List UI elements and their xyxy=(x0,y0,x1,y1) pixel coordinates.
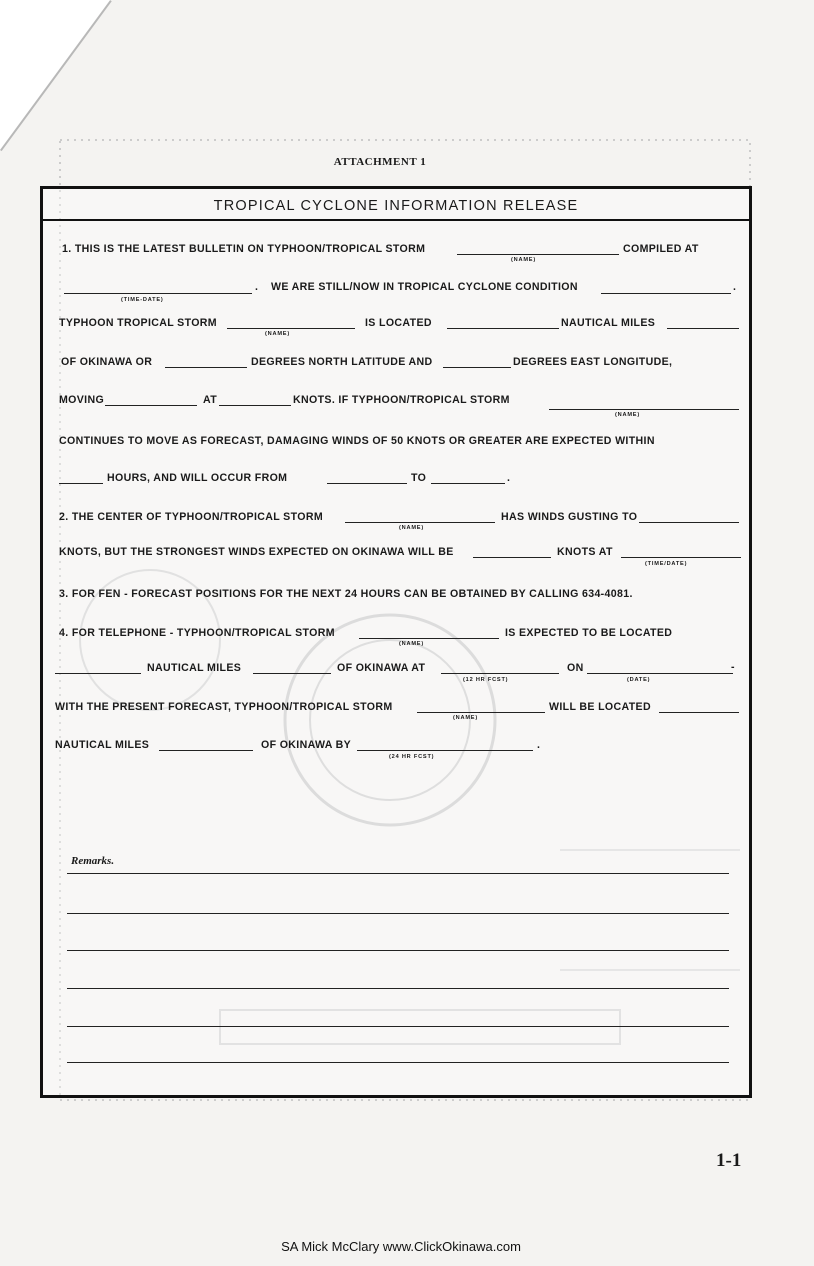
p2-line2-end: KNOTS AT xyxy=(557,546,613,558)
p4-line2-text: NAUTICAL MILES xyxy=(147,662,242,674)
p1-line5-end: KNOTS. IF TYPHOON/TROPICAL STORM xyxy=(293,394,510,406)
p1-line6-text: CONTINUES TO MOVE AS FORECAST, DAMAGING WINDS OF 50 KNOTS OR GREATER ARE EXPECTED WITHIN xyxy=(59,435,655,447)
p4-line2-mid: OF OKINAWA AT xyxy=(337,662,426,674)
strongest-winds-blank[interactable] xyxy=(473,557,551,558)
telephone-miles-blank[interactable] xyxy=(55,673,141,674)
p1-line5-text: MOVING xyxy=(59,394,105,406)
p4-line2-end: ON xyxy=(567,662,584,674)
fcst-24hr-blank[interactable] xyxy=(357,750,533,751)
form-title: TROPICAL CYCLONE INFORMATION RELEASE xyxy=(43,189,749,221)
longitude-blank[interactable] xyxy=(443,367,511,368)
name-caption: (NAME) xyxy=(615,412,640,418)
p2-line1-text: 2. THE CENTER OF TYPHOON/TROPICAL STORM xyxy=(59,511,323,523)
telephone-direction-blank[interactable] xyxy=(253,673,331,674)
attachment-label: ATTACHMENT 1 xyxy=(333,156,427,168)
p1-line1-text: 1. THIS IS THE LATEST BULLETIN ON TYPHOON/TROPICAL STORM xyxy=(62,243,426,255)
fcst-12hr-caption: (12 HR FCST) xyxy=(463,677,509,683)
p4-line3-end: WILL BE LOCATED xyxy=(549,701,651,713)
name-caption: (NAME) xyxy=(511,257,536,263)
name-caption: (NAME) xyxy=(453,715,478,721)
speed-blank[interactable] xyxy=(219,405,291,406)
p1-line2-text: WE ARE STILL/NOW IN TROPICAL CYCLONE CONDITION xyxy=(271,281,578,293)
time-date-caption: (TIME-DATE) xyxy=(121,297,164,303)
p4-line4-text: NAUTICAL MILES xyxy=(55,739,150,751)
latitude-blank[interactable] xyxy=(165,367,247,368)
form-frame: TROPICAL CYCLONE INFORMATION RELEASE 1. THIS IS THE LATEST BULLETIN ON TYPHOON/TROPICAL STORM (NAME) COMPILED AT (TIME-DATE) . WE ARE STILL/NOW IN TROPICAL CYCLONE CONDITION . TYPHOON TROPICAL STORM (NAME) IS LOCATED NAUTICAL MILES OF OKINAWA OR DEGREES NORTH LATITUDE AND DEGREES EAST LONGITUDE, MOVING AT KNOTS. IF TYPHOON/TROPICAL STORM (NAME) CONTINUES TO MOVE AS FORECAST, DAMAGING WINDS OF 50 KNOTS OR GREATER ARE EXPECTED WITHIN HOURS, AND WILL OCCUR FROM TO . 2. THE CENTER OF TYPHOON/TROPICAL STORM (NAME) HAS WINDS GUSTING TO KNOTS, BUT THE STRONGEST WINDS EXPECTED ON OKINAWA WILL BE KNOTS AT (TIME/DATE) 3. FOR FEN - FORECAST POSITIONS FOR THE NEXT 24 HOURS CAN BE OBTAINED BY CALLING 634-4081. 4. FOR TELEPHONE - TYPHOON/TROPICAL STORM (NAME) IS EXPECTED TO BE LOCATED NAUTICAL MILES OF OKINAWA AT (12 HR FCST) ON (DATE) - WITH THE PRESENT FORECAST, TYPHOON/TROPICAL STORM (NAME) WILL BE LOCATED NAUTICAL MILES OF OKINAWA BY (24 HR FCST) . Remarks. xyxy=(40,186,752,1098)
date-caption: (DATE) xyxy=(627,677,651,683)
remarks-line-1[interactable] xyxy=(67,873,729,874)
p1-line3-mid: IS LOCATED xyxy=(365,317,432,329)
storm-name-blank-3[interactable] xyxy=(549,409,739,410)
name-caption: (NAME) xyxy=(399,641,424,647)
direction-blank[interactable] xyxy=(447,328,559,329)
storm-name-blank-5[interactable] xyxy=(359,638,499,639)
p2-line1-end: HAS WINDS GUSTING TO xyxy=(501,511,638,523)
p1-line4-text: OF OKINAWA OR xyxy=(61,356,153,368)
remarks-label: Remarks. xyxy=(71,855,115,867)
nautical-miles-blank[interactable] xyxy=(667,328,739,329)
photo-credit: SA Mick McClary www.ClickOkinawa.com xyxy=(281,1239,521,1254)
name-caption: (NAME) xyxy=(265,331,290,337)
name-caption: (NAME) xyxy=(399,525,424,531)
p1-line4-mid: DEGREES NORTH LATITUDE AND xyxy=(251,356,433,368)
fcst-24hr-caption: (24 HR FCST) xyxy=(389,754,435,760)
gust-speed-blank[interactable] xyxy=(639,522,739,523)
p1-line4-end: DEGREES EAST LONGITUDE, xyxy=(513,356,673,368)
p1-line1-end: COMPILED AT xyxy=(623,243,699,255)
hours-blank[interactable] xyxy=(59,483,103,484)
fcst-12hr-blank[interactable] xyxy=(441,673,559,674)
p1-line5-mid: AT xyxy=(203,394,218,406)
winds-time-blank[interactable] xyxy=(621,557,741,558)
from-time-blank[interactable] xyxy=(327,483,407,484)
storm-name-blank-4[interactable] xyxy=(345,522,495,523)
remarks-line-6[interactable] xyxy=(67,1062,729,1063)
page-number: 1-1 xyxy=(716,1150,742,1171)
moving-direction-blank[interactable] xyxy=(105,405,197,406)
p2-line2-text: KNOTS, BUT THE STRONGEST WINDS EXPECTED ON OKINAWA WILL BE xyxy=(59,546,454,558)
p1-line7-mid: TO xyxy=(411,472,427,484)
compiled-time-blank[interactable] xyxy=(64,293,252,294)
p4-line1-text: 4. FOR TELEPHONE - TYPHOON/TROPICAL STORM xyxy=(59,627,335,639)
p4-line1-end: IS EXPECTED TO BE LOCATED xyxy=(505,627,673,639)
located-miles-blank[interactable] xyxy=(159,750,253,751)
p1-line7-end: . xyxy=(507,472,511,484)
condition-blank[interactable] xyxy=(601,293,731,294)
remarks-line-3[interactable] xyxy=(67,950,729,951)
remarks-line-2[interactable] xyxy=(67,913,729,914)
p1-line3-end: NAUTICAL MILES xyxy=(561,317,656,329)
p4-line3-text: WITH THE PRESENT FORECAST, TYPHOON/TROPICAL STORM xyxy=(55,701,393,713)
date-blank[interactable] xyxy=(587,673,733,674)
storm-name-blank-1[interactable] xyxy=(457,254,619,255)
p4-line4-mid: OF OKINAWA BY xyxy=(261,739,352,751)
p3-text: 3. FOR FEN - FORECAST POSITIONS FOR THE NEXT 24 HOURS CAN BE OBTAINED BY CALLING 634-4081. xyxy=(59,588,633,600)
time-date-caption-2: (TIME/DATE) xyxy=(645,561,688,567)
remarks-line-5[interactable] xyxy=(67,1026,729,1027)
storm-name-blank-2[interactable] xyxy=(227,328,355,329)
remarks-line-4[interactable] xyxy=(67,988,729,989)
p1-line7-text: HOURS, AND WILL OCCUR FROM xyxy=(107,472,288,484)
p1-line3-text: TYPHOON TROPICAL STORM xyxy=(59,317,217,329)
to-time-blank[interactable] xyxy=(431,483,505,484)
located-blank[interactable] xyxy=(659,712,739,713)
storm-name-blank-6[interactable] xyxy=(417,712,545,713)
p4-line4-end: . xyxy=(537,739,541,751)
